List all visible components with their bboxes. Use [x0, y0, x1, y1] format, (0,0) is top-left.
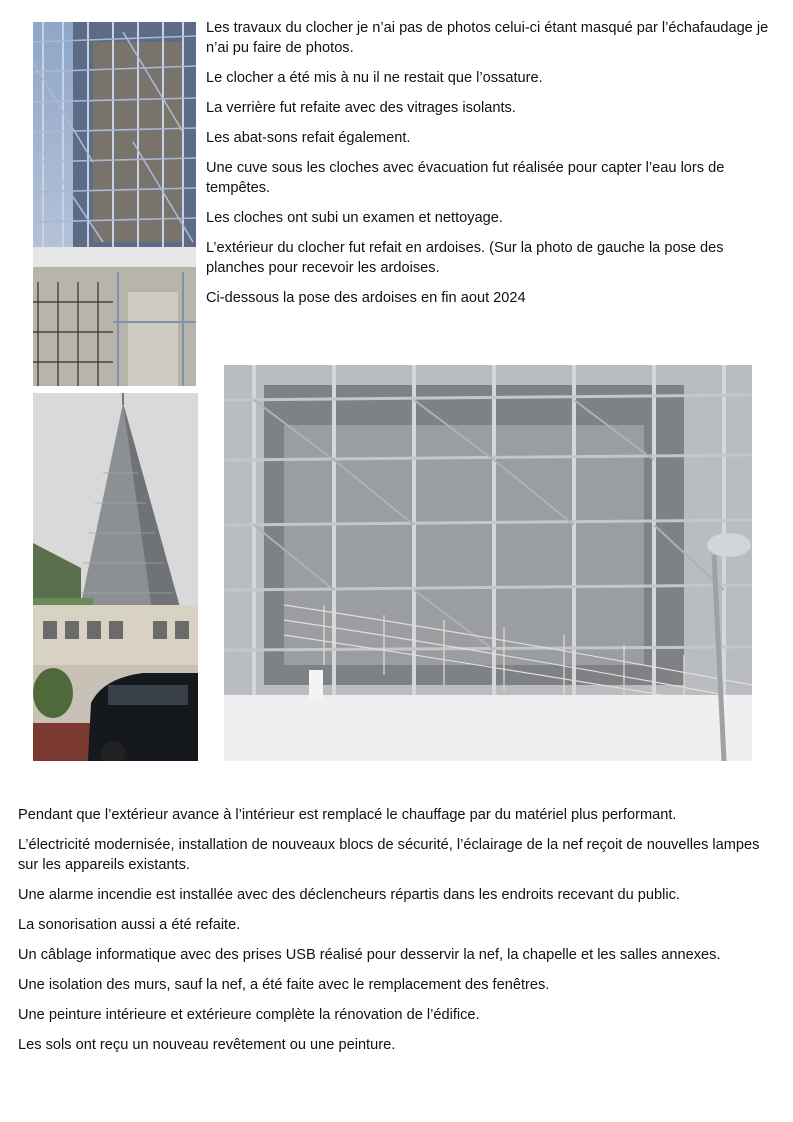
tower-works-text: [206, 18, 781, 318]
paragraph: La verrière fut refaite avec des vitrages isolants.: [206, 100, 516, 116]
paragraph: Les sols ont reçu un nouveau revêtement ou une peinture.: [18, 1037, 396, 1053]
paragraph: Les abat-sons refait également.: [206, 130, 411, 146]
paragraph: L’extérieur du clocher fut refait en ardoises. (Sur la photo de gauche la pose des planches pour recevoir les ardoises.: [206, 240, 724, 276]
paragraph: Un câblage informatique avec des prises USB réalisé pour desservir la nef, la chapelle et les salles annexes.: [18, 947, 721, 963]
paragraph: Une isolation des murs, sauf la nef, a été faite avec le remplacement des fenêtres.: [18, 977, 550, 993]
paragraph: La sonorisation aussi a été refaite.: [18, 917, 241, 933]
paragraph: Une cuve sous les cloches avec évacuation fut réalisée pour capter l’eau lors de tempêtes.: [206, 160, 725, 196]
paragraph: Pendant que l’extérieur avance à l’intérieur est remplacé le chauffage par du matériel plus performant.: [18, 807, 677, 823]
paragraph: Le clocher a été mis à nu il ne restait que l’ossature.: [206, 70, 543, 86]
paragraph: Les cloches ont subi un examen et nettoyage.: [206, 210, 503, 226]
interior-works-text: [18, 805, 763, 1065]
paragraph: Ci-dessous la pose des ardoises en fin aout 2024: [206, 290, 526, 306]
paragraph: Une alarme incendie est installée avec des déclencheurs répartis dans les endroits recevant du public.: [18, 887, 680, 903]
photo-scaffolding-bell-tower: [33, 22, 196, 386]
paragraph: Les travaux du clocher je n’ai pas de photos celui-ci étant masqué par l’échafaudage je n’ai pu faire de photos.: [206, 20, 769, 56]
photo-church-spire-with-car: [33, 393, 198, 761]
paragraph: Une peinture intérieure et extérieure complète la rénovation de l’édifice.: [18, 1007, 480, 1023]
photo-scaffolding-slate-laying: [224, 365, 752, 761]
paragraph: L’électricité modernisée, installation de nouveaux blocs de sécurité, l’éclairage de la nef reçoit de nouvelles lampes sur les appareils existants.: [18, 837, 760, 873]
